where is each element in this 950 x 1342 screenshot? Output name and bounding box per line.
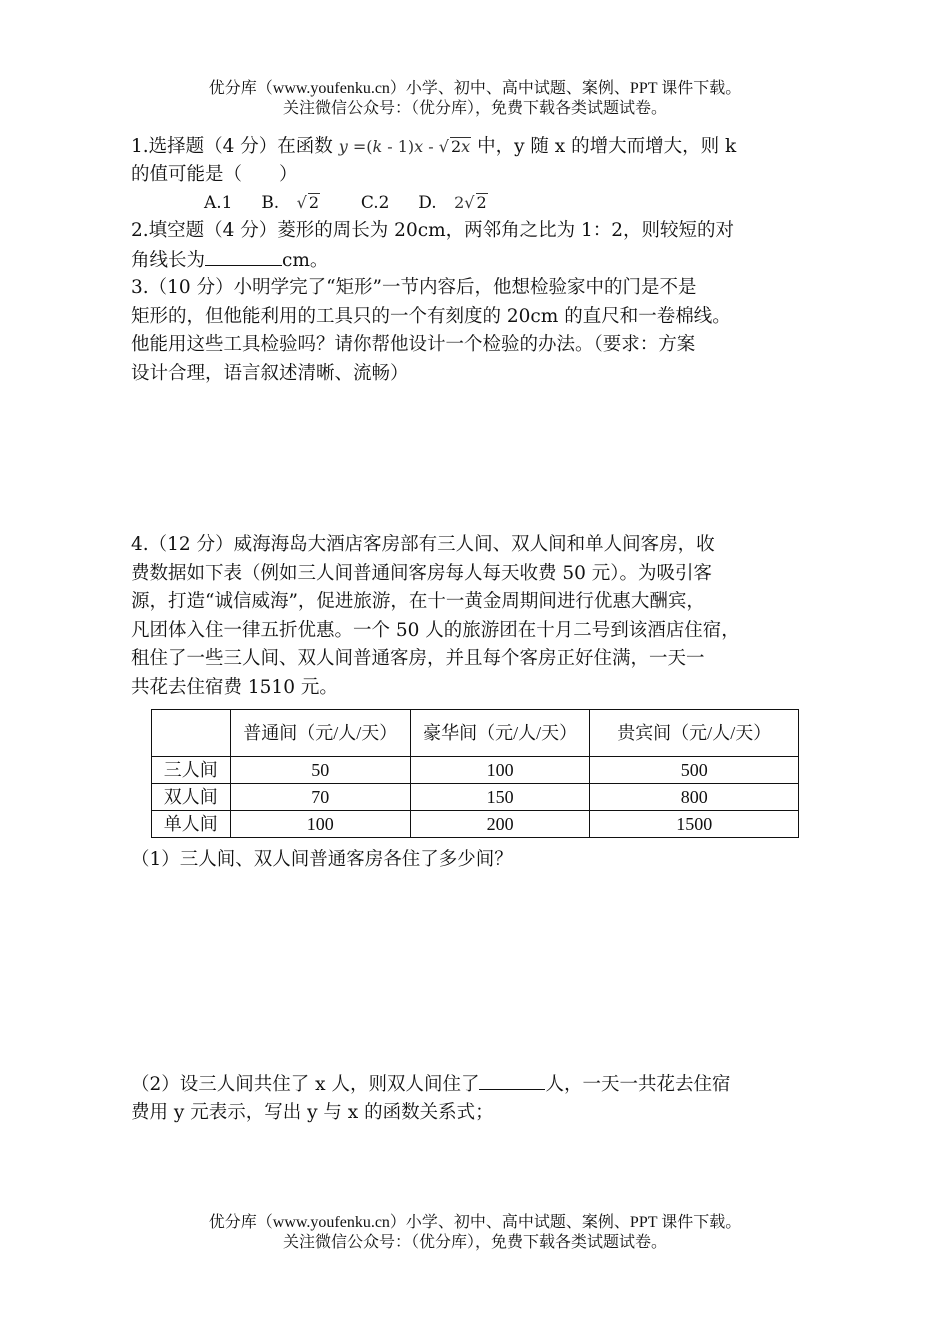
table-row <box>152 784 799 811</box>
table-cell: 100 <box>410 757 590 784</box>
sqrt-symbol-icon: √ <box>438 137 449 156</box>
table-header-cell: 普通间（元/人/天） <box>230 710 410 757</box>
q4-line5: 租住了一些三人间、双人间普通客房，并且每个客房正好住满，一天一 <box>131 648 705 669</box>
page-footer-line2: 关注微信公众号：（优分库），免费下载各类试题试卷。 <box>282 1234 667 1251</box>
table-header-cell: 豪华间（元/人/天） <box>410 710 590 757</box>
table-cell: 70 <box>230 784 410 811</box>
table-header-cell: 贵宾间（元/人/天） <box>590 710 799 757</box>
q2-answer-blank[interactable] <box>205 245 282 266</box>
q4-line1: 4.（12 分）威海海岛大酒店客房部有三人间、双人间和单人间客房，收 <box>131 534 715 555</box>
q4-line3: 源，打造“诚信威海”，促进旅游，在十一黄金周期间进行优惠大酬宾， <box>131 591 705 612</box>
q3-line2: 矩形的，但他能利用的工具只的一个有刻度的 20cm 的直尺和一卷棉线。 <box>131 306 731 327</box>
table-row <box>152 757 799 784</box>
q1-suffix: 中，y 随 x 的增大而增大，则 k <box>471 136 737 157</box>
page-footer-line1: 优分库（www.youfenku.cn）小学、初中、高中试题、案例、PPT 课件下载。 <box>208 1214 742 1231</box>
table-cell: 200 <box>410 811 590 838</box>
q1-prefix: 1.选择题（4 分）在函数 <box>131 136 339 157</box>
q4-sub2-line1: （2）设三人间共住了 x 人，则双人间住了 人，一天一共花去住宿 <box>131 1069 730 1099</box>
q1-option-a: A.1 <box>204 193 233 213</box>
q3-line1: 3.（10 分）小明学完了“矩形”一节内容后，他想检验家中的门是不是 <box>131 277 697 298</box>
q3-line4: 设计合理，语言叙述清晰、流畅） <box>131 363 409 384</box>
q4-line6: 共花去住宿费 1510 元。 <box>131 677 338 698</box>
q2-line1: 2.填空题（4 分）菱形的周长为 20cm，两邻角之比为 1：2，则较短的对 <box>131 220 735 241</box>
page-header-line2: 关注微信公众号：（优分库），免费下载各类试题试卷。 <box>282 100 667 117</box>
q1-formula: y =(k - 1)x - √ 2x <box>338 137 471 156</box>
table-cell: 500 <box>590 757 799 784</box>
table-row-label: 三人间 <box>152 757 231 784</box>
q4-sub1: （1）三人间、双人间普通客房各住了多少间？ <box>131 849 513 870</box>
q2-line2: 角线长为 cm。 <box>131 245 328 275</box>
q1-option-d: D. 2√ 2 <box>418 193 487 213</box>
table-cell: 150 <box>410 784 590 811</box>
q4-line4: 凡团体入住一律五折优惠。一个 50 人的旅游团在十月二号到该酒店住宿， <box>131 620 740 641</box>
q4-sub2-answer-blank[interactable] <box>479 1069 545 1090</box>
table-header-row <box>152 710 799 757</box>
q3-line3: 他能用这些工具检验吗？请你帮他设计一个检验的办法。（要求：方案 <box>131 334 696 355</box>
q1-options <box>204 188 488 218</box>
page-header-line1: 优分库（www.youfenku.cn）小学、初中、高中试题、案例、PPT 课件下载。 <box>208 80 742 97</box>
table-header-cell <box>152 710 231 757</box>
table-row-label: 单人间 <box>152 811 231 838</box>
table-cell: 800 <box>590 784 799 811</box>
q1-option-b: B. √ 2 <box>261 193 320 213</box>
fee-table <box>151 709 799 838</box>
q1-line2: 的值可能是（ ） <box>131 164 298 185</box>
table-row <box>152 811 799 838</box>
q4-sub2-line2: 费用 y 元表示，写出 y 与 x 的函数关系式； <box>131 1102 494 1123</box>
table-row-label: 双人间 <box>152 784 231 811</box>
q4-line2: 费数据如下表（例如三人间普通间客房每人每天收费 50 元）。为吸引客 <box>131 563 713 584</box>
q1-line1 <box>131 132 736 161</box>
table-cell: 1500 <box>590 811 799 838</box>
table-cell: 50 <box>230 757 410 784</box>
table-cell: 100 <box>230 811 410 838</box>
q1-option-c: C.2 <box>360 193 390 213</box>
